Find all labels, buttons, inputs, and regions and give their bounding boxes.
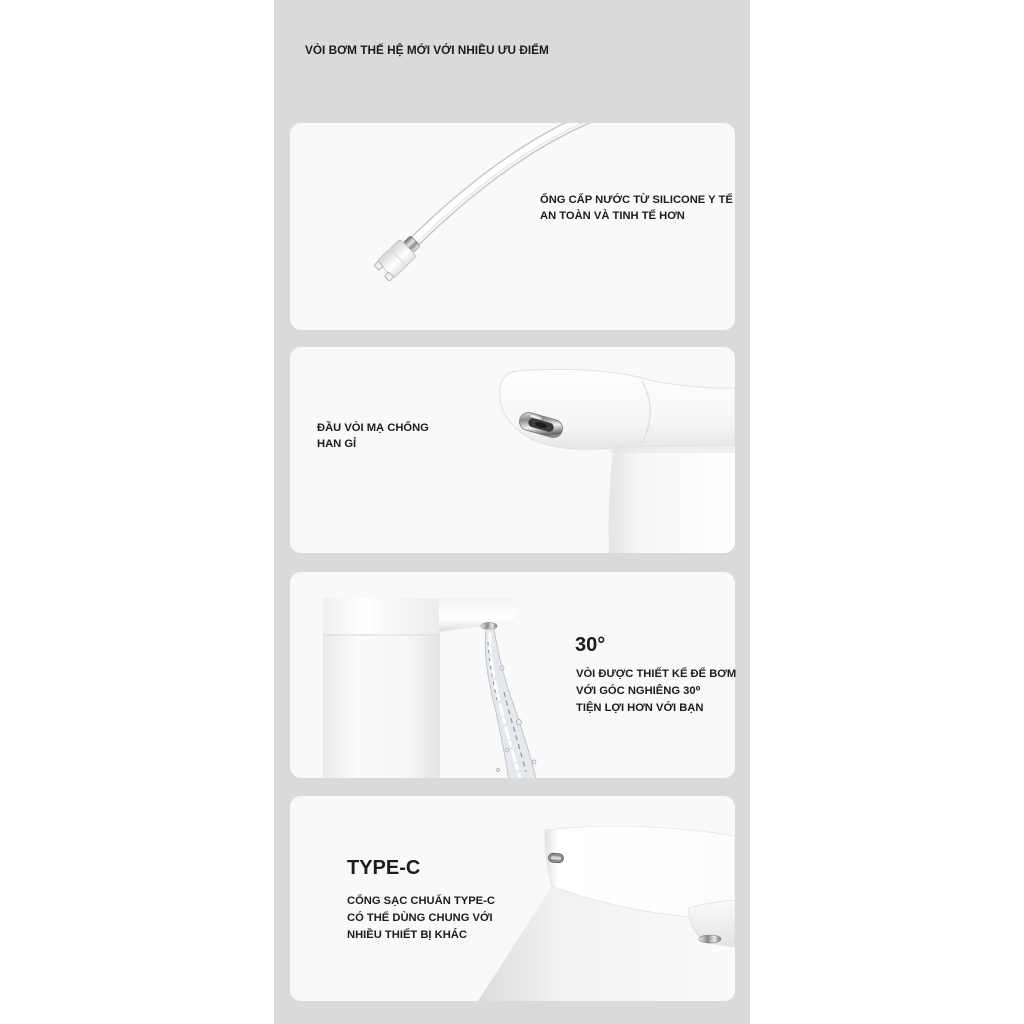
feature-line: ĐẦU VÒI MẠ CHỐNG xyxy=(317,422,429,434)
feature-description xyxy=(347,893,495,944)
feature-line: ỐNG CẤP NƯỚC TỪ SILICONE Y TẾ xyxy=(540,194,733,206)
pump-body xyxy=(609,443,735,553)
feature-card-chrome-nozzle xyxy=(290,347,735,553)
feature-line: TIỆN LỢI HƠN VỚI BẠN xyxy=(576,702,704,714)
feature-line: CỔNG SẠC CHUẨN TYPE-C xyxy=(347,895,495,907)
feature-line: NHIỀU THIẾT BỊ KHÁC xyxy=(347,929,467,941)
feature-description xyxy=(576,666,736,717)
product-feature-panel xyxy=(274,0,750,1024)
water-stream xyxy=(485,629,537,778)
page-title: VÒI BƠM THẾ HỆ MỚI VỚI NHIỀU ƯU ĐIỂM xyxy=(305,43,549,57)
feature-heading: 30° xyxy=(575,634,606,656)
chrome-nozzle xyxy=(481,623,497,630)
spout xyxy=(439,598,519,632)
feature-image-frame xyxy=(290,123,735,330)
faucet-head xyxy=(500,369,735,449)
feature-line: CÓ THỂ DÙNG CHUNG VỚI xyxy=(347,912,493,924)
silicone-tube xyxy=(414,123,592,244)
feature-line: AN TOÀN VÀ TINH TẾ HƠN xyxy=(540,210,685,222)
feature-card-type-c xyxy=(290,796,735,1001)
usb-c-port xyxy=(548,853,564,863)
silicone-tube-image xyxy=(290,123,735,330)
feature-description xyxy=(317,420,429,452)
chrome-nozzle xyxy=(699,935,721,943)
feature-line: VỚI GÓC NGHIÊNG 30⁰ xyxy=(576,685,701,697)
feature-card-silicone-tube xyxy=(290,123,735,330)
feature-heading: TYPE-C xyxy=(347,857,421,879)
feature-line: VÒI ĐƯỢC THIẾT KẾ ĐỂ BƠM xyxy=(576,668,737,680)
pump-body xyxy=(323,598,440,778)
feature-description xyxy=(540,192,733,224)
feature-line: HAN GỈ xyxy=(317,438,357,450)
feature-card-tilt-angle xyxy=(290,572,735,778)
